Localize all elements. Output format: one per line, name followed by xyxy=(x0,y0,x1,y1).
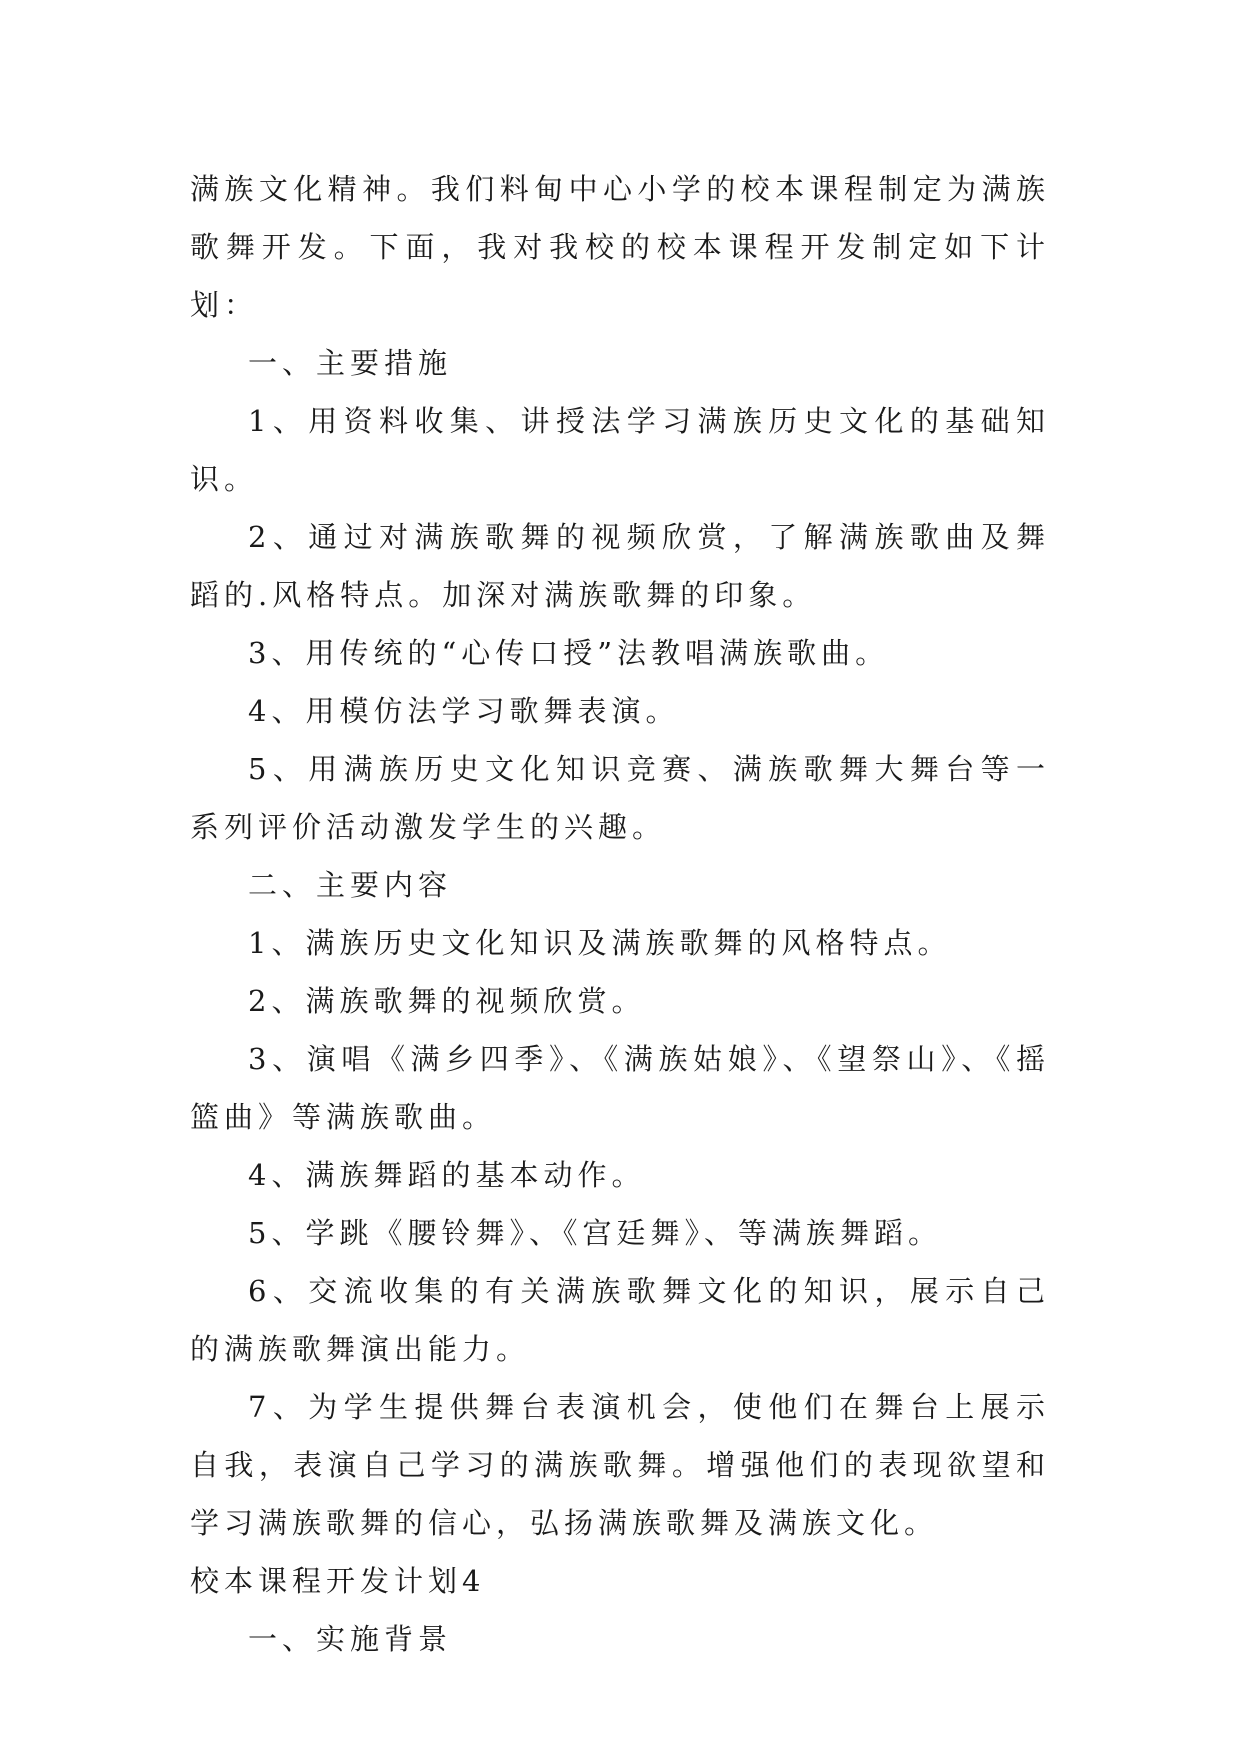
list-item: 1、用资料收集、讲授法学习满族历史文化的基础知识。 xyxy=(190,404,1050,496)
list-item: 5、用满族历史文化知识竞赛、满族歌舞大舞台等一系列评价活动激发学生的兴趣。 xyxy=(190,752,1050,844)
list-item: 4、满族舞蹈的基本动作。 xyxy=(248,1158,646,1192)
list-item: 1、满族历史文化知识及满族歌舞的风格特点。 xyxy=(248,926,952,960)
document-title: 校本课程开发计划4 xyxy=(190,1564,486,1598)
section-heading-content: 二、主要内容 xyxy=(248,868,453,902)
list-item: 3、用传统的“心传口授”法教唱满族歌曲。 xyxy=(248,636,890,670)
paragraph: 满族文化精神。我们料甸中心小学的校本课程制定为满族歌舞开发。下面，我对我校的校本课程开发制定如下计划： xyxy=(190,172,1050,322)
section-heading-measures: 一、主要措施 xyxy=(248,346,453,380)
list-item: 3、演唱《满乡四季》、《满族姑娘》、《望祭山》、《摇篮曲》等满族歌曲。 xyxy=(190,1042,1050,1134)
list-item: 2、满族歌舞的视频欣赏。 xyxy=(248,984,646,1018)
list-item: 5、学跳《腰铃舞》、《宫廷舞》、等满族舞蹈。 xyxy=(248,1216,942,1250)
document-body xyxy=(190,160,1050,1668)
list-item: 7、为学生提供舞台表演机会，使他们在舞台上展示自我，表演自己学习的满族歌舞。增强他们的表现欲望和学习满族歌舞的信心，弘扬满族歌舞及满族文化。 xyxy=(190,1390,1050,1540)
list-item: 2、通过对满族歌舞的视频欣赏，了解满族歌曲及舞蹈的.风格特点。加深对满族歌舞的印象。 xyxy=(190,520,1050,612)
list-item: 6、交流收集的有关满族歌舞文化的知识，展示自己的满族歌舞演出能力。 xyxy=(190,1274,1050,1366)
list-item: 4、用模仿法学习歌舞表演。 xyxy=(248,694,680,728)
section-heading-background: 一、实施背景 xyxy=(248,1622,453,1656)
